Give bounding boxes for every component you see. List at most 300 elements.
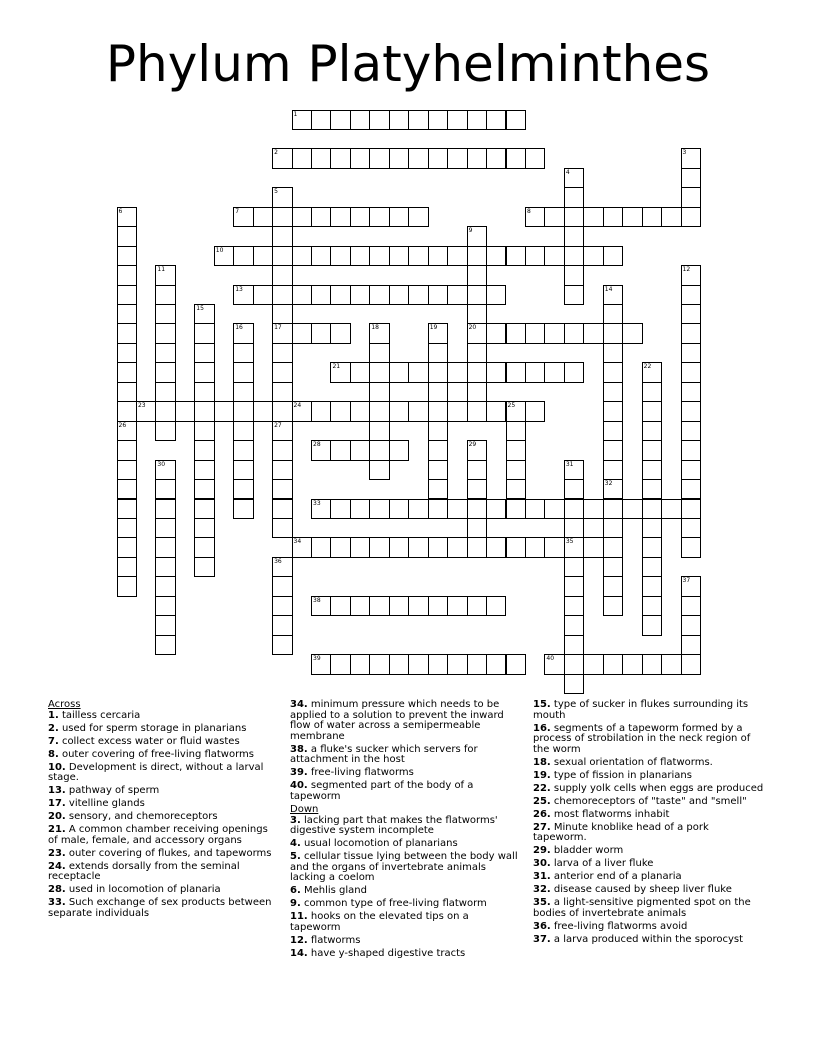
grid-cell[interactable] (272, 362, 292, 382)
grid-cell[interactable] (272, 557, 292, 577)
grid-cell[interactable] (117, 382, 137, 402)
grid-cell[interactable] (272, 460, 292, 480)
grid-cell[interactable] (136, 401, 156, 421)
grid-cell[interactable] (117, 440, 137, 460)
grid-cell[interactable] (155, 557, 175, 577)
grid-cell[interactable] (369, 148, 389, 168)
grid-cell[interactable] (486, 654, 506, 674)
grid-cell[interactable] (117, 265, 137, 285)
grid-cell[interactable] (486, 323, 506, 343)
grid-cell[interactable] (292, 323, 312, 343)
grid-cell[interactable] (428, 148, 448, 168)
grid-cell[interactable] (155, 518, 175, 538)
grid-cell[interactable] (603, 207, 623, 227)
grid-cell[interactable] (350, 110, 370, 130)
grid-cell[interactable] (681, 304, 701, 324)
grid-cell[interactable] (194, 557, 214, 577)
grid-cell[interactable] (681, 382, 701, 402)
grid-cell[interactable] (117, 304, 137, 324)
grid-cell[interactable] (272, 635, 292, 655)
grid-cell[interactable] (447, 654, 467, 674)
grid-cell[interactable] (428, 479, 448, 499)
grid-cell[interactable] (486, 362, 506, 382)
grid-cell[interactable] (681, 518, 701, 538)
grid-cell[interactable] (467, 110, 487, 130)
grid-cell[interactable] (272, 596, 292, 616)
grid-cell[interactable] (506, 323, 526, 343)
grid-cell[interactable] (311, 246, 331, 266)
grid-cell[interactable] (175, 401, 195, 421)
grid-cell[interactable] (272, 265, 292, 285)
grid-cell[interactable] (506, 479, 526, 499)
grid-cell[interactable] (330, 362, 350, 382)
grid-cell[interactable] (681, 207, 701, 227)
grid-cell[interactable] (603, 343, 623, 363)
grid-cell[interactable] (369, 207, 389, 227)
grid-cell[interactable] (272, 479, 292, 499)
grid-cell[interactable] (681, 635, 701, 655)
grid-cell[interactable] (408, 246, 428, 266)
grid-cell[interactable] (603, 479, 623, 499)
grid-cell[interactable] (681, 537, 701, 557)
grid-cell[interactable] (681, 440, 701, 460)
grid-cell[interactable] (428, 499, 448, 519)
grid-cell[interactable] (117, 226, 137, 246)
grid-cell[interactable] (467, 401, 487, 421)
grid-cell[interactable] (272, 576, 292, 596)
grid-cell[interactable] (272, 187, 292, 207)
grid-cell[interactable] (330, 537, 350, 557)
grid-cell[interactable] (447, 148, 467, 168)
grid-cell[interactable] (544, 246, 564, 266)
grid-cell[interactable] (506, 499, 526, 519)
grid-cell[interactable] (486, 537, 506, 557)
grid-cell[interactable] (330, 440, 350, 460)
grid-cell[interactable] (155, 635, 175, 655)
grid-cell[interactable] (681, 148, 701, 168)
grid-cell[interactable] (661, 207, 681, 227)
grid-cell[interactable] (486, 246, 506, 266)
grid-cell[interactable] (272, 615, 292, 635)
grid-cell[interactable] (583, 499, 603, 519)
grid-cell[interactable] (117, 246, 137, 266)
grid-cell[interactable] (661, 654, 681, 674)
grid-cell[interactable] (564, 596, 584, 616)
grid-cell[interactable] (369, 343, 389, 363)
grid-cell[interactable] (155, 382, 175, 402)
grid-cell[interactable] (603, 440, 623, 460)
grid-cell[interactable] (428, 382, 448, 402)
grid-cell[interactable] (117, 207, 137, 227)
grid-cell[interactable] (369, 110, 389, 130)
grid-cell[interactable] (486, 596, 506, 616)
grid-cell[interactable] (486, 110, 506, 130)
grid-cell[interactable] (486, 499, 506, 519)
grid-cell[interactable] (428, 401, 448, 421)
grid-cell[interactable] (603, 557, 623, 577)
grid-cell[interactable] (564, 615, 584, 635)
grid-cell[interactable] (681, 460, 701, 480)
grid-cell[interactable] (447, 110, 467, 130)
grid-cell[interactable] (194, 537, 214, 557)
grid-cell[interactable] (117, 518, 137, 538)
grid-cell[interactable] (642, 401, 662, 421)
grid-cell[interactable] (603, 401, 623, 421)
grid-cell[interactable] (603, 285, 623, 305)
grid-cell[interactable] (564, 187, 584, 207)
grid-cell[interactable] (428, 285, 448, 305)
grid-cell[interactable] (292, 110, 312, 130)
grid-cell[interactable] (681, 596, 701, 616)
grid-cell[interactable] (428, 460, 448, 480)
grid-cell[interactable] (350, 440, 370, 460)
grid-cell[interactable] (117, 479, 137, 499)
grid-cell[interactable] (603, 362, 623, 382)
grid-cell[interactable] (389, 285, 409, 305)
grid-cell[interactable] (117, 362, 137, 382)
grid-cell[interactable] (467, 323, 487, 343)
grid-cell[interactable] (389, 362, 409, 382)
grid-cell[interactable] (564, 499, 584, 519)
grid-cell[interactable] (253, 246, 273, 266)
grid-cell[interactable] (467, 285, 487, 305)
grid-cell[interactable] (525, 362, 545, 382)
grid-cell[interactable] (603, 537, 623, 557)
grid-cell[interactable] (467, 499, 487, 519)
grid-cell[interactable] (194, 440, 214, 460)
grid-cell[interactable] (194, 499, 214, 519)
grid-cell[interactable] (155, 285, 175, 305)
grid-cell[interactable] (544, 207, 564, 227)
grid-cell[interactable] (661, 499, 681, 519)
grid-cell[interactable] (194, 323, 214, 343)
grid-cell[interactable] (681, 654, 701, 674)
grid-cell[interactable] (467, 304, 487, 324)
grid-cell[interactable] (583, 246, 603, 266)
grid-cell[interactable] (642, 421, 662, 441)
grid-cell[interactable] (292, 148, 312, 168)
grid-cell[interactable] (155, 401, 175, 421)
grid-cell[interactable] (642, 207, 662, 227)
grid-cell[interactable] (369, 323, 389, 343)
grid-cell[interactable] (544, 654, 564, 674)
grid-cell[interactable] (428, 596, 448, 616)
grid-cell[interactable] (350, 246, 370, 266)
grid-cell[interactable] (622, 499, 642, 519)
grid-cell[interactable] (350, 401, 370, 421)
grid-cell[interactable] (603, 518, 623, 538)
grid-cell[interactable] (506, 110, 526, 130)
grid-cell[interactable] (467, 148, 487, 168)
grid-cell[interactable] (369, 246, 389, 266)
grid-cell[interactable] (642, 557, 662, 577)
grid-cell[interactable] (681, 168, 701, 188)
grid-cell[interactable] (564, 207, 584, 227)
grid-cell[interactable] (117, 576, 137, 596)
grid-cell[interactable] (564, 362, 584, 382)
grid-cell[interactable] (506, 421, 526, 441)
grid-cell[interactable] (330, 401, 350, 421)
grid-cell[interactable] (506, 537, 526, 557)
grid-cell[interactable] (506, 362, 526, 382)
grid-cell[interactable] (642, 479, 662, 499)
grid-cell[interactable] (389, 110, 409, 130)
grid-cell[interactable] (194, 401, 214, 421)
grid-cell[interactable] (117, 323, 137, 343)
grid-cell[interactable] (272, 285, 292, 305)
grid-cell[interactable] (622, 654, 642, 674)
grid-cell[interactable] (292, 246, 312, 266)
grid-cell[interactable] (642, 518, 662, 538)
grid-cell[interactable] (447, 499, 467, 519)
grid-cell[interactable] (389, 207, 409, 227)
grid-cell[interactable] (330, 148, 350, 168)
grid-cell[interactable] (194, 382, 214, 402)
grid-cell[interactable] (544, 323, 564, 343)
grid-cell[interactable] (642, 576, 662, 596)
grid-cell[interactable] (506, 654, 526, 674)
grid-cell[interactable] (603, 323, 623, 343)
grid-cell[interactable] (583, 654, 603, 674)
grid-cell[interactable] (603, 499, 623, 519)
grid-cell[interactable] (642, 460, 662, 480)
grid-cell[interactable] (525, 148, 545, 168)
grid-cell[interactable] (369, 596, 389, 616)
grid-cell[interactable] (272, 382, 292, 402)
grid-cell[interactable] (233, 440, 253, 460)
grid-cell[interactable] (117, 460, 137, 480)
grid-cell[interactable] (467, 479, 487, 499)
grid-cell[interactable] (447, 362, 467, 382)
grid-cell[interactable] (194, 343, 214, 363)
grid-cell[interactable] (467, 654, 487, 674)
grid-cell[interactable] (681, 343, 701, 363)
grid-cell[interactable] (369, 362, 389, 382)
grid-cell[interactable] (603, 382, 623, 402)
grid-cell[interactable] (272, 499, 292, 519)
grid-cell[interactable] (369, 440, 389, 460)
grid-cell[interactable] (194, 421, 214, 441)
grid-cell[interactable] (564, 323, 584, 343)
grid-cell[interactable] (311, 654, 331, 674)
grid-cell[interactable] (642, 654, 662, 674)
grid-cell[interactable] (155, 596, 175, 616)
grid-cell[interactable] (564, 654, 584, 674)
grid-cell[interactable] (681, 323, 701, 343)
grid-cell[interactable] (583, 537, 603, 557)
grid-cell[interactable] (408, 110, 428, 130)
grid-cell[interactable] (467, 460, 487, 480)
grid-cell[interactable] (233, 460, 253, 480)
grid-cell[interactable] (369, 460, 389, 480)
grid-cell[interactable] (272, 440, 292, 460)
grid-cell[interactable] (389, 401, 409, 421)
grid-cell[interactable] (564, 265, 584, 285)
grid-cell[interactable] (408, 148, 428, 168)
grid-cell[interactable] (428, 323, 448, 343)
grid-cell[interactable] (272, 304, 292, 324)
grid-cell[interactable] (564, 576, 584, 596)
grid-cell[interactable] (330, 285, 350, 305)
grid-cell[interactable] (272, 226, 292, 246)
grid-cell[interactable] (350, 537, 370, 557)
grid-cell[interactable] (330, 323, 350, 343)
grid-cell[interactable] (564, 518, 584, 538)
grid-cell[interactable] (564, 226, 584, 246)
grid-cell[interactable] (369, 499, 389, 519)
grid-cell[interactable] (428, 110, 448, 130)
grid-cell[interactable] (544, 499, 564, 519)
grid-cell[interactable] (467, 596, 487, 616)
grid-cell[interactable] (155, 343, 175, 363)
grid-cell[interactable] (389, 537, 409, 557)
grid-cell[interactable] (681, 187, 701, 207)
grid-cell[interactable] (350, 596, 370, 616)
grid-cell[interactable] (603, 576, 623, 596)
grid-cell[interactable] (233, 246, 253, 266)
grid-cell[interactable] (564, 285, 584, 305)
grid-cell[interactable] (155, 537, 175, 557)
grid-cell[interactable] (642, 499, 662, 519)
grid-cell[interactable] (603, 421, 623, 441)
grid-cell[interactable] (447, 246, 467, 266)
grid-cell[interactable] (117, 343, 137, 363)
grid-cell[interactable] (642, 615, 662, 635)
grid-cell[interactable] (272, 246, 292, 266)
grid-cell[interactable] (311, 440, 331, 460)
grid-cell[interactable] (330, 246, 350, 266)
grid-cell[interactable] (155, 479, 175, 499)
grid-cell[interactable] (155, 460, 175, 480)
grid-cell[interactable] (292, 285, 312, 305)
grid-cell[interactable] (350, 148, 370, 168)
grid-cell[interactable] (681, 362, 701, 382)
grid-cell[interactable] (117, 557, 137, 577)
grid-cell[interactable] (428, 654, 448, 674)
grid-cell[interactable] (155, 362, 175, 382)
grid-cell[interactable] (467, 440, 487, 460)
grid-cell[interactable] (194, 362, 214, 382)
grid-cell[interactable] (330, 596, 350, 616)
grid-cell[interactable] (603, 596, 623, 616)
grid-cell[interactable] (642, 440, 662, 460)
grid-cell[interactable] (311, 537, 331, 557)
grid-cell[interactable] (681, 479, 701, 499)
grid-cell[interactable] (681, 401, 701, 421)
grid-cell[interactable] (583, 207, 603, 227)
grid-cell[interactable] (564, 460, 584, 480)
grid-cell[interactable] (681, 285, 701, 305)
grid-cell[interactable] (564, 168, 584, 188)
grid-cell[interactable] (369, 382, 389, 402)
grid-cell[interactable] (428, 362, 448, 382)
grid-cell[interactable] (194, 479, 214, 499)
grid-cell[interactable] (330, 654, 350, 674)
grid-cell[interactable] (155, 615, 175, 635)
grid-cell[interactable] (642, 382, 662, 402)
grid-cell[interactable] (311, 285, 331, 305)
grid-cell[interactable] (564, 674, 584, 694)
grid-cell[interactable] (467, 246, 487, 266)
grid-cell[interactable] (389, 148, 409, 168)
grid-cell[interactable] (389, 654, 409, 674)
grid-cell[interactable] (467, 343, 487, 363)
grid-cell[interactable] (389, 499, 409, 519)
grid-cell[interactable] (311, 401, 331, 421)
grid-cell[interactable] (603, 304, 623, 324)
grid-cell[interactable] (233, 285, 253, 305)
grid-cell[interactable] (272, 148, 292, 168)
grid-cell[interactable] (583, 323, 603, 343)
grid-cell[interactable] (642, 537, 662, 557)
grid-cell[interactable] (428, 421, 448, 441)
grid-cell[interactable] (603, 460, 623, 480)
grid-cell[interactable] (428, 246, 448, 266)
grid-cell[interactable] (681, 615, 701, 635)
grid-cell[interactable] (681, 576, 701, 596)
grid-cell[interactable] (117, 499, 137, 519)
grid-cell[interactable] (117, 401, 137, 421)
grid-cell[interactable] (369, 654, 389, 674)
grid-cell[interactable] (525, 499, 545, 519)
grid-cell[interactable] (486, 285, 506, 305)
grid-cell[interactable] (233, 323, 253, 343)
grid-cell[interactable] (603, 246, 623, 266)
grid-cell[interactable] (525, 207, 545, 227)
grid-cell[interactable] (408, 654, 428, 674)
grid-cell[interactable] (564, 635, 584, 655)
grid-cell[interactable] (681, 421, 701, 441)
grid-cell[interactable] (408, 362, 428, 382)
grid-cell[interactable] (622, 207, 642, 227)
grid-cell[interactable] (194, 304, 214, 324)
grid-cell[interactable] (233, 479, 253, 499)
grid-cell[interactable] (253, 207, 273, 227)
grid-cell[interactable] (233, 207, 253, 227)
grid-cell[interactable] (564, 479, 584, 499)
grid-cell[interactable] (642, 362, 662, 382)
grid-cell[interactable] (117, 537, 137, 557)
grid-cell[interactable] (525, 246, 545, 266)
grid-cell[interactable] (233, 362, 253, 382)
grid-cell[interactable] (155, 421, 175, 441)
grid-cell[interactable] (447, 285, 467, 305)
grid-cell[interactable] (233, 421, 253, 441)
grid-cell[interactable] (272, 421, 292, 441)
grid-cell[interactable] (506, 460, 526, 480)
grid-cell[interactable] (155, 576, 175, 596)
grid-cell[interactable] (253, 401, 273, 421)
grid-cell[interactable] (447, 537, 467, 557)
grid-cell[interactable] (233, 343, 253, 363)
grid-cell[interactable] (233, 401, 253, 421)
grid-cell[interactable] (272, 207, 292, 227)
grid-cell[interactable] (233, 382, 253, 402)
grid-cell[interactable] (369, 401, 389, 421)
grid-cell[interactable] (311, 110, 331, 130)
grid-cell[interactable] (330, 207, 350, 227)
grid-cell[interactable] (311, 323, 331, 343)
grid-cell[interactable] (311, 499, 331, 519)
grid-cell[interactable] (369, 537, 389, 557)
grid-cell[interactable] (330, 110, 350, 130)
grid-cell[interactable] (564, 537, 584, 557)
grid-cell[interactable] (408, 596, 428, 616)
grid-cell[interactable] (292, 537, 312, 557)
grid-cell[interactable] (350, 362, 370, 382)
grid-cell[interactable] (389, 596, 409, 616)
grid-cell[interactable] (525, 401, 545, 421)
